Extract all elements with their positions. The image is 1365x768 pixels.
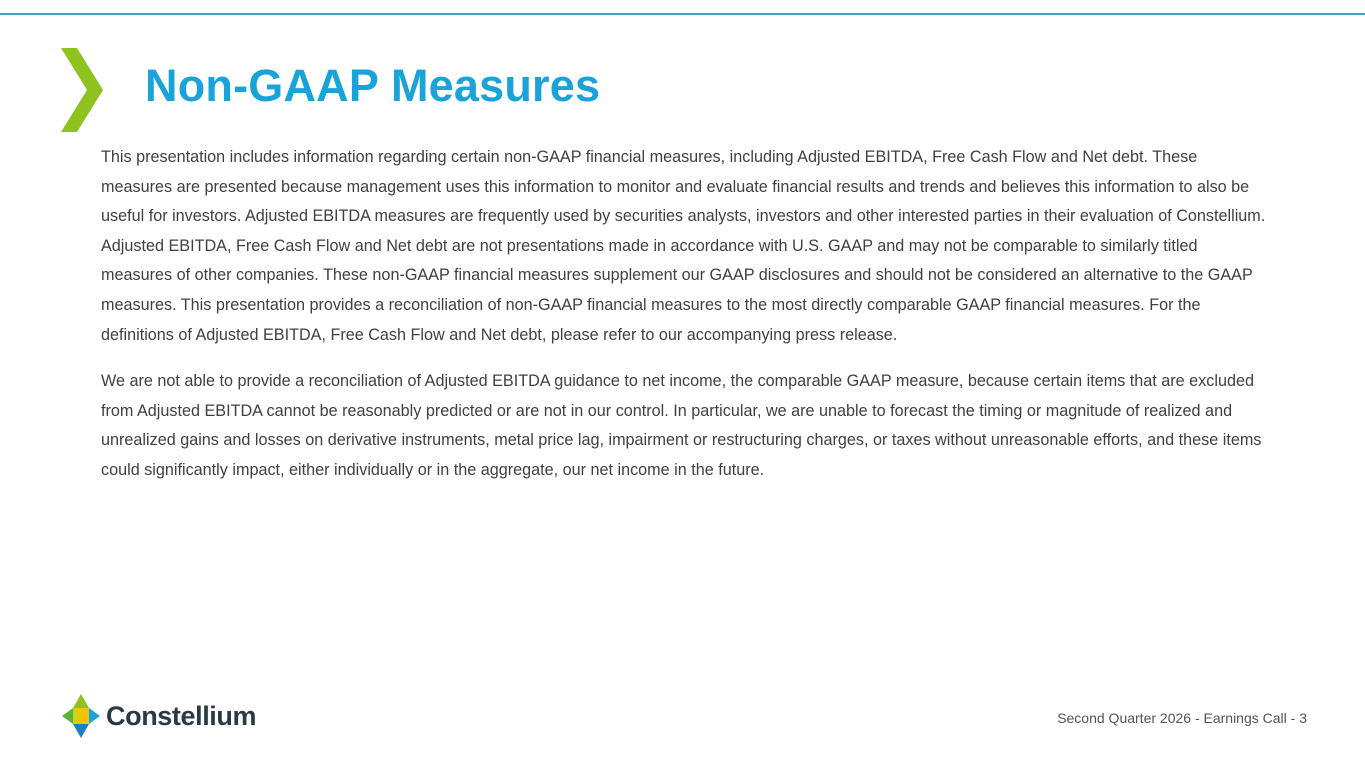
slide-title: Non-GAAP Measures bbox=[145, 60, 601, 111]
chevron-right-icon bbox=[61, 48, 103, 132]
logo-wordmark: Constellium bbox=[106, 700, 257, 731]
top-divider bbox=[0, 13, 1365, 15]
paragraph-non-gaap-intro: This presentation includes information regarding certain non-GAAP financial measures, including Adjusted EBITDA, Free Cash Flow and Net debt. These measures are presented because management uses this information to monitor and evaluate financial results and trends and believes this information to also be useful for investors. Adjusted EBITDA measures are frequently used by securities analysts, investors and other interested parties in their evaluation of Constellium. Adjusted EBITDA, Free Cash Flow and Net debt are not presentations made in accordance with U.S. GAAP and may not be comparable to similarly titled measures of other companies. These non-GAAP financial measures supplement our GAAP disclosures and should not be considered an alternative to the GAAP measures. This presentation provides a reconciliation of non-GAAP financial measures to the most directly comparable GAAP financial measures. For the definitions of Adjusted EBITDA, Free Cash Flow and Net debt, please refer to our accompanying press release. bbox=[101, 148, 1266, 344]
footer-page-info: Second Quarter 2026 - Earnings Call - 3 bbox=[1057, 710, 1307, 726]
paragraph-reconciliation-guidance: We are not able to provide a reconciliation of Adjusted EBITDA guidance to net income, the comparable GAAP measure, because certain items that are excluded from Adjusted EBITDA cannot be reasonably predicted or are not in our control. In particular, we are unable to forecast the timing or magnitude of realized and unrealized gains and losses on derivative instruments, metal price lag, impairment or restructuring charges, or taxes without unreasonable efforts, and these items could significantly impact, either individually or in the aggregate, our net income in the future. bbox=[101, 372, 1262, 479]
slide-body bbox=[101, 143, 1271, 503]
constellium-star-logo-icon bbox=[62, 694, 100, 738]
company-logo bbox=[62, 694, 256, 738]
